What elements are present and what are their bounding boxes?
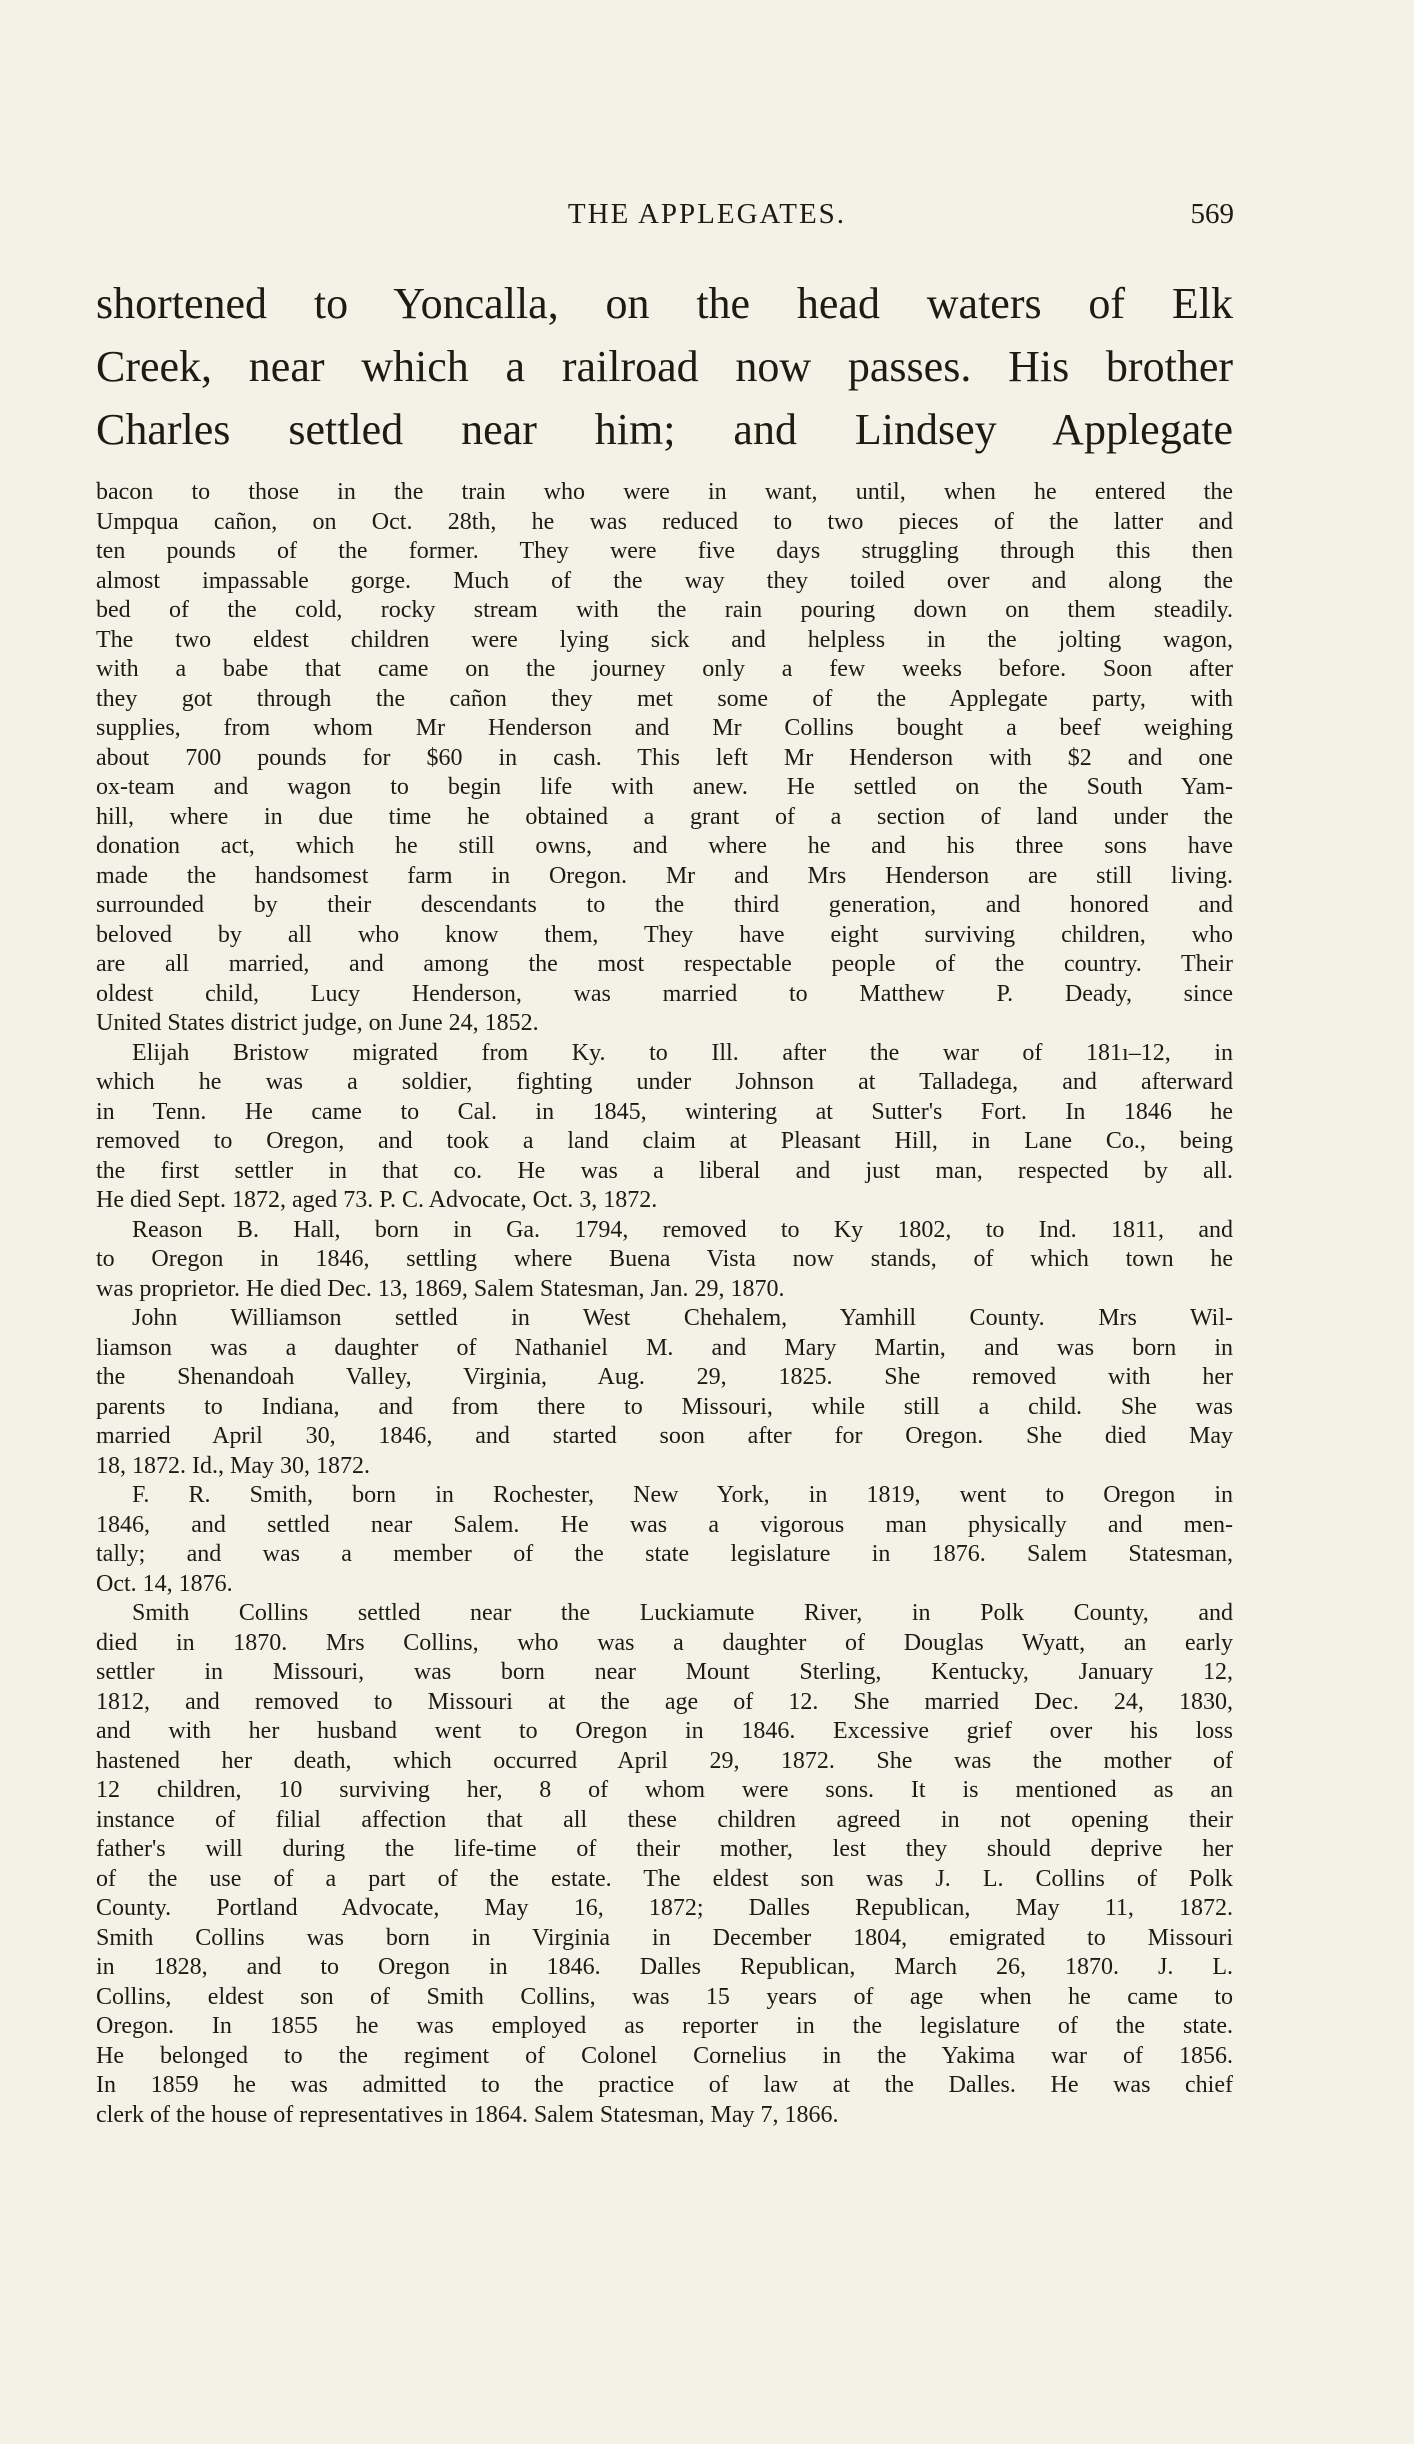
text-line: ten pounds of the former. They were five days struggling through this then (96, 538, 1233, 564)
text-line: and with her husband went to Oregon in 1846. Excessive grief over his loss (96, 1718, 1233, 1744)
text-line: the first settler in that co. He was a liberal and just man, respected by all. (96, 1157, 1233, 1184)
lead-text (96, 272, 1233, 461)
text-line: instance of filial affection that all these children agreed in not opening their (96, 1806, 1233, 1833)
text-line: settler in Missouri, was born near Mount Sterling, Kentucky, January 12, (96, 1659, 1233, 1685)
text-line: died in 1870. Mrs Collins, who was a daughter of Douglas Wyatt, an early (96, 1629, 1233, 1656)
text-line: John Williamson settled in West Chehalem, Yamhill County. Mrs Wil- (132, 1305, 1233, 1331)
text-line: was proprietor. He died Dec. 13, 1869, Salem Statesman, Jan. 29, 1870. (96, 1275, 785, 1302)
text-line: 1846, and settled near Salem. He was a vigorous man physically and men- (96, 1511, 1233, 1538)
text-line: clerk of the house of representatives in 1864. Salem Statesman, May 7, 1866. (96, 2101, 839, 2128)
text-line: Smith Collins was born in Virginia in December 1804, emigrated to Missouri (96, 1924, 1233, 1951)
page-number: 569 (1190, 198, 1234, 230)
text-line: He belonged to the regiment of Colonel Cornelius in the Yakima war of 1856. (96, 2042, 1233, 2069)
text-line: married April 30, 1846, and started soon after for Oregon. She died May (96, 1423, 1233, 1449)
text-line: bacon to those in the train who were in want, until, when he entered the (96, 479, 1233, 505)
lead-line: shortened to Yoncalla, on the head waters of Elk (96, 279, 1233, 328)
lead-line: Creek, near which a railroad now passes. His brother (96, 342, 1233, 391)
text-line: in Tenn. He came to Cal. in 1845, wintering at Sutter's Fort. In 1846 he (96, 1098, 1233, 1125)
text-line: The two eldest children were lying sick and helpless in the jolting wagon, (96, 626, 1233, 653)
text-line: liamson was a daughter of Nathaniel M. and Mary Martin, and was born in (96, 1334, 1233, 1361)
paragraph (96, 478, 1233, 1039)
text-line: supplies, from whom Mr Henderson and Mr Collins bought a beef weighing (96, 715, 1233, 741)
text-line: Smith Collins settled near the Luckiamute River, in Polk County, and (132, 1600, 1233, 1626)
text-line: surrounded by their descendants to the third generation, and honored and (96, 892, 1233, 918)
text-line: made the handsomest farm in Oregon. Mr and Mrs Henderson are still living. (96, 862, 1233, 889)
text-line: United States district judge, on June 24, 1852. (96, 1010, 539, 1036)
text-line: with a babe that came on the journey only a few weeks before. Soon after (96, 656, 1233, 682)
running-title: THE APPLEGATES. (567, 198, 847, 230)
text-line: oldest child, Lucy Henderson, was married to Matthew P. Deady, since (96, 980, 1233, 1007)
text-line: Umpqua cañon, on Oct. 28th, he was reduced to two pieces of the latter and (96, 508, 1233, 535)
text-line: F. R. Smith, born in Rochester, New York, in 1819, went to Oregon in (132, 1482, 1233, 1508)
text-line: father's will during the life-time of their mother, lest they should deprive her (96, 1836, 1233, 1862)
running-head (0, 198, 1414, 238)
text-line: tally; and was a member of the state legislature in 1876. Salem Statesman, (96, 1541, 1233, 1567)
text-line: ox-team and wagon to begin life with anew. He settled on the South Yam- (96, 774, 1233, 800)
text-line: they got through the cañon they met some of the Applegate party, with (96, 685, 1233, 712)
text-line: the Shenandoah Valley, Virginia, Aug. 29, 1825. She removed with her (96, 1364, 1233, 1390)
text-line: which he was a soldier, fighting under Johnson at Talladega, and afterward (96, 1069, 1233, 1095)
text-line: bed of the cold, rocky stream with the rain pouring down on them steadily. (96, 597, 1233, 623)
text-line: Collins, eldest son of Smith Collins, was 15 years of age when he came to (96, 1983, 1233, 2010)
text-line: about 700 pounds for $60 in cash. This left Mr Henderson with $2 and one (96, 744, 1233, 771)
text-line: hastened her death, which occurred April 29, 1872. She was the mother of (96, 1747, 1233, 1774)
paragraph (96, 1481, 1233, 1599)
text-line: County. Portland Advocate, May 16, 1872; Dalles Republican, May 11, 1872. (96, 1895, 1233, 1921)
text-line: are all married, and among the most respectable people of the country. Their (96, 951, 1233, 977)
text-line: 1812, and removed to Missouri at the age of 12. She married Dec. 24, 1830, (96, 1688, 1233, 1715)
footnote-text (96, 478, 1233, 2130)
text-line: He died Sept. 1872, aged 73. P. C. Advocate, Oct. 3, 1872. (96, 1187, 658, 1213)
paragraph (96, 1304, 1233, 1481)
text-line: Reason B. Hall, born in Ga. 1794, removed to Ky 1802, to Ind. 1811, and (132, 1216, 1233, 1243)
text-line: hill, where in due time he obtained a grant of a section of land under the (96, 803, 1233, 830)
text-line: removed to Oregon, and took a land claim at Pleasant Hill, in Lane Co., being (96, 1128, 1233, 1154)
text-line: Elijah Bristow migrated from Ky. to Ill. after the war of 181ı–12, in (132, 1039, 1233, 1066)
text-line: 12 children, 10 surviving her, 8 of whom were sons. It is mentioned as an (96, 1777, 1233, 1803)
text-line: beloved by all who know them, They have eight surviving children, who (96, 921, 1233, 948)
paragraph (96, 1599, 1233, 2130)
text-line: to Oregon in 1846, settling where Buena Vista now stands, of which town he (96, 1246, 1233, 1272)
text-line: Oct. 14, 1876. (96, 1570, 233, 1597)
text-line: In 1859 he was admitted to the practice of law at the Dalles. He was chief (96, 2072, 1233, 2098)
text-line: Oregon. In 1855 he was employed as reporter in the legislature of the state. (96, 2013, 1233, 2039)
text-line: in 1828, and to Oregon in 1846. Dalles Republican, March 26, 1870. J. L. (96, 1954, 1233, 1980)
paragraph (96, 1039, 1233, 1216)
text-line: 18, 1872. Id., May 30, 1872. (96, 1452, 370, 1479)
text-line: donation act, which he still owns, and where he and his three sons have (96, 833, 1233, 859)
text-line: almost impassable gorge. Much of the way they toiled over and along the (96, 567, 1233, 594)
text-line: parents to Indiana, and from there to Missouri, while still a child. She was (96, 1393, 1233, 1420)
lead-line: Charles settled near him; and Lindsey Applegate (96, 405, 1233, 454)
paragraph (96, 1216, 1233, 1305)
text-line: of the use of a part of the estate. The eldest son was J. L. Collins of Polk (96, 1865, 1233, 1892)
